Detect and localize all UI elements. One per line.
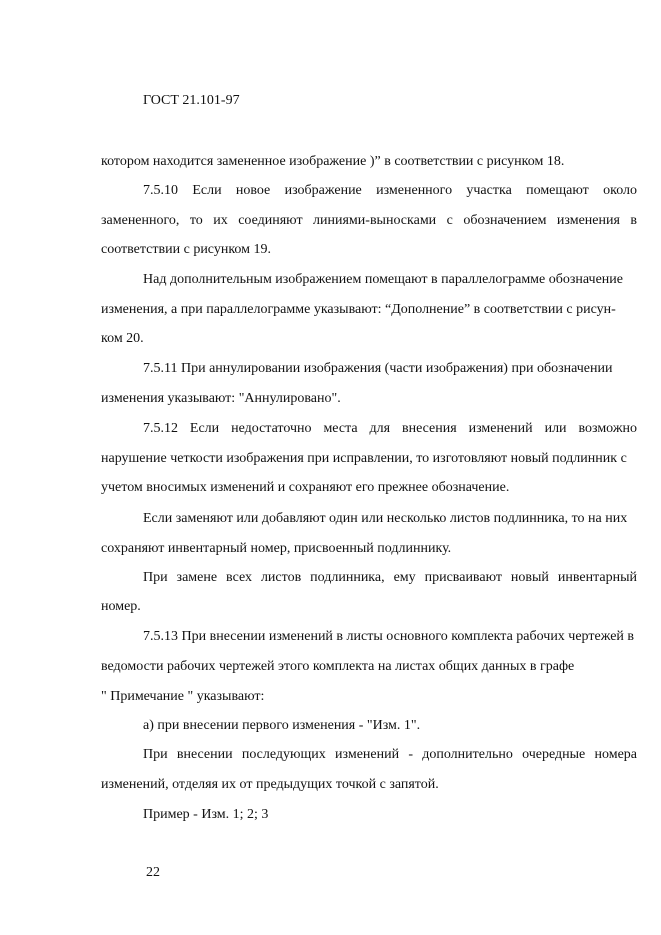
text-line: номер. [101,599,141,614]
document-code-header: ГОСТ 21.101-97 [143,93,240,108]
text-line: соответствии с рисунком 19. [101,242,272,257]
text-line: Пример - Изм. 1; 2; 3 [143,807,269,822]
text-line: изменения, а при параллелограмме указывают: “Дополнение” в соответствии с рисун- [101,302,616,317]
text-line: При внесении последующих изменений - дополнительно очередные номера [143,747,637,762]
text-line: учетом вносимых изменений и сохраняют его прежнее обозначение. [101,480,510,495]
text-line: нарушение четкости изображения при исправлении, то изготовляют новый подлинник с [101,451,627,466]
text-line: При замене всех листов подлинника, ему присваивают новый инвентарный [143,570,637,585]
text-line: Над дополнительным изображением помещают в параллелограмме обозначение [143,272,623,287]
text-line: изменения указывают: "Аннулировано". [101,391,341,406]
text-line: а) при внесении первого изменения - "Изм. 1". [143,718,421,733]
text-line: ведомости рабочих чертежей этого комплекта на листах общих данных в графе [101,659,575,674]
page-number: 22 [146,865,160,880]
text-line: 7.5.11 При аннулировании изображения (части изображения) при обозначении [143,361,613,376]
text-line: 7.5.10 Если новое изображение измененного участка помещают около [143,183,637,198]
text-line: замененного, то их соединяют линиями-выносками с обозначением изменения в [101,213,637,228]
text-line: изменений, отделяя их от предыдущих точкой с запятой. [101,777,439,792]
text-line: " Примечание " указывают: [101,689,265,704]
text-line: 7.5.12 Если недостаточно места для внесения изменений или возможно [143,421,637,436]
text-line: котором находится замененное изображение )” в соответствии с рисунком 18. [101,154,565,169]
text-line: 7.5.13 При внесении изменений в листы основного комплекта рабочих чертежей в [143,629,635,644]
text-line: сохраняют инвентарный номер, присвоенный подлиннику. [101,541,452,556]
text-line: Если заменяют или добавляют один или несколько листов подлинника, то на них [143,511,628,526]
text-line: ком 20. [101,331,144,346]
